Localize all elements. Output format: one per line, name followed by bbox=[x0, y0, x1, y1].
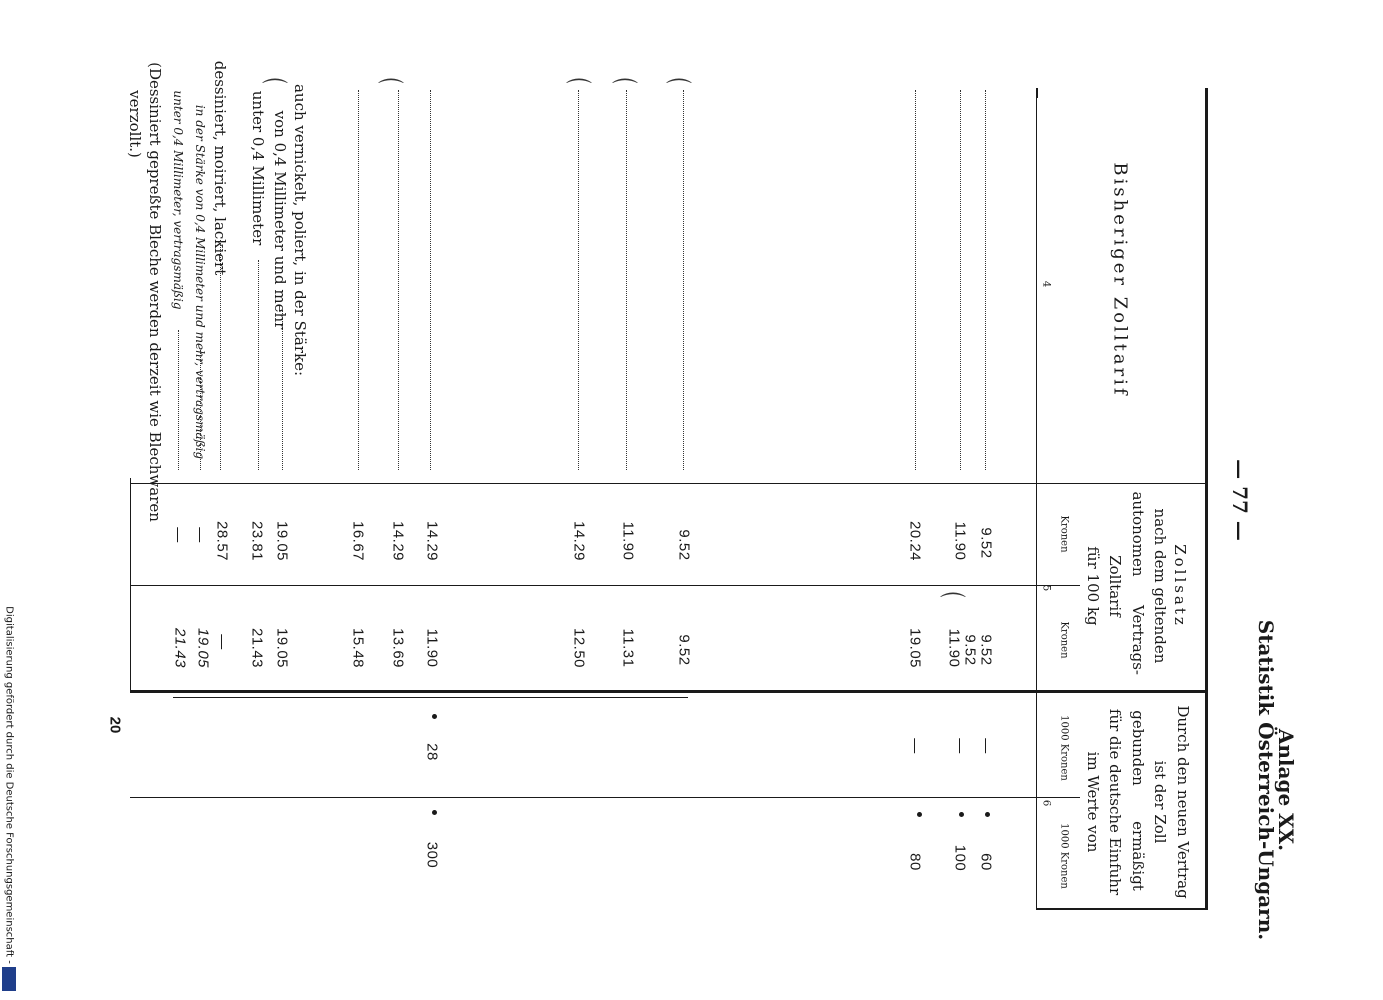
value-contract: 12.50 bbox=[570, 627, 588, 669]
col6-unit-left: 1000 Kronen bbox=[1058, 715, 1070, 781]
value-contract: 21.43 bbox=[171, 627, 189, 669]
value-bound: — bbox=[951, 738, 969, 754]
value-contract: 11.90 bbox=[423, 628, 441, 668]
desc-line-8: verzollt.) bbox=[126, 90, 144, 158]
col5-tariff: Zolltarif bbox=[1106, 555, 1124, 617]
col4-col5-separator bbox=[130, 483, 1205, 484]
dotted-leader bbox=[960, 90, 961, 470]
value-reduced: 300 bbox=[423, 841, 441, 869]
value-autonomous: — bbox=[169, 527, 187, 543]
col4-title: Bisheriger Zolltarif bbox=[1109, 162, 1131, 398]
value-autonomous: 11.90 bbox=[951, 521, 969, 561]
value-bound: — bbox=[977, 738, 995, 754]
col6-unit-right: 1000 Kronen bbox=[1058, 823, 1070, 889]
col5-contract: Vertrags- bbox=[1129, 604, 1147, 676]
bullet-mark bbox=[917, 812, 922, 817]
value-autonomous: 14.29 bbox=[570, 520, 588, 562]
value-autonomous: 23.81 bbox=[248, 520, 266, 562]
dotted-leader bbox=[220, 240, 221, 470]
value-contract: 19.05 bbox=[906, 627, 924, 669]
value-autonomous: 14.29 bbox=[389, 520, 407, 562]
desc-line-2: von 0,4 Millimeter und mehr bbox=[271, 110, 289, 330]
dotted-leader bbox=[178, 330, 179, 470]
footer-credit: Digitalisierung gefördert durch die Deutsche Forschungsgemeinschaft - bbox=[3, 606, 15, 964]
dotted-leader bbox=[398, 90, 399, 470]
col6-sub-separator bbox=[130, 797, 1080, 798]
value-bound: 28 bbox=[423, 743, 441, 761]
dotted-leader bbox=[578, 90, 579, 470]
col5-autonomous: autonomen bbox=[1129, 491, 1147, 577]
desc-line-3: unter 0,4 Millimeter bbox=[249, 90, 267, 246]
dotted-leader bbox=[358, 90, 359, 470]
value-autonomous: 11.90 bbox=[619, 521, 637, 561]
dotted-leader bbox=[683, 90, 684, 470]
value-autonomous: 28.57 bbox=[213, 520, 231, 562]
value-contract: 9.52 bbox=[977, 634, 995, 666]
value-contract: 19.05 bbox=[273, 627, 291, 669]
brace-mark: ⌒ bbox=[262, 78, 289, 108]
col5-col6-separator bbox=[130, 690, 1205, 693]
value-contract: 9.52 bbox=[675, 634, 693, 666]
col6-subtitle: ist der Zoll bbox=[1151, 760, 1169, 844]
col5-title: Zollsatz bbox=[1171, 544, 1189, 628]
bullet-mark bbox=[985, 812, 990, 817]
col5-subtitle: nach dem geltenden bbox=[1151, 508, 1169, 664]
col6-title: Durch den neuen Vertrag bbox=[1174, 705, 1192, 899]
value-autonomous: 19.05 bbox=[273, 520, 291, 562]
brace-mark: ⌒ bbox=[378, 78, 405, 108]
col6-value: im Werte von bbox=[1084, 751, 1102, 853]
col5-sub-separator bbox=[130, 585, 1080, 586]
value-contract: 9.52 bbox=[961, 634, 979, 666]
value-autonomous: 9.52 bbox=[977, 527, 995, 559]
value-reduced: 80 bbox=[906, 853, 924, 871]
value-reduced: 60 bbox=[977, 853, 995, 871]
page-number: — 77 — bbox=[1228, 459, 1252, 541]
col6-reduced: ermäßigt bbox=[1129, 821, 1147, 891]
brace-mark: ⌒ bbox=[940, 592, 967, 622]
bullet-mark bbox=[432, 714, 437, 719]
value-contract: 15.48 bbox=[349, 627, 367, 669]
col5-number: 5 bbox=[1040, 584, 1052, 592]
dotted-leader bbox=[985, 90, 986, 470]
value-contract: 19.05 bbox=[194, 627, 212, 669]
col6-number: 6 bbox=[1040, 799, 1052, 807]
value-contract: 11.90 bbox=[945, 628, 963, 668]
col6-bound: gebunden bbox=[1129, 710, 1147, 786]
annex-title: Anlage XX. bbox=[1274, 728, 1298, 852]
value-autonomous: — bbox=[191, 527, 209, 543]
group-brace-line bbox=[173, 697, 688, 698]
brace-mark: ⌒ bbox=[666, 78, 693, 108]
value-contract: 11.31 bbox=[619, 628, 637, 668]
bullet-mark bbox=[959, 812, 964, 817]
dotted-leader bbox=[200, 350, 201, 470]
value-contract: 21.43 bbox=[248, 627, 266, 669]
dfg-logo-icon bbox=[2, 967, 16, 991]
col5-per-100kg: für 100 kg bbox=[1084, 546, 1102, 626]
value-contract: — bbox=[213, 634, 231, 650]
brace-mark: ⌒ bbox=[566, 78, 593, 108]
desc-line-4: dessiniert, moiriert, lackiert bbox=[211, 60, 229, 276]
col5-unit-left: Kronen bbox=[1058, 515, 1070, 553]
value-bound: — bbox=[906, 738, 924, 754]
desc-line-5: in der Stärke von 0,4 Millimeter und mehr, vertragsmäßig bbox=[193, 104, 207, 460]
value-autonomous: 20.24 bbox=[906, 520, 924, 562]
value-reduced: 100 bbox=[951, 844, 969, 872]
desc-line-6: unter 0,4 Millimeter, vertragsmäßig bbox=[171, 90, 185, 310]
value-contract: 13.69 bbox=[389, 627, 407, 669]
col6-import: für die deutsche Einfuhr bbox=[1106, 708, 1124, 896]
desc-line-1: auch vernickelt, poliert, in der Stärke: bbox=[291, 83, 309, 377]
table-right-edge bbox=[1036, 908, 1208, 910]
value-autonomous: 16.67 bbox=[349, 520, 367, 562]
col4-number: 4 bbox=[1040, 280, 1052, 288]
table-top-rule bbox=[1205, 88, 1208, 908]
col5-unit-right: Kronen bbox=[1058, 621, 1070, 659]
dotted-leader bbox=[282, 310, 283, 470]
bottom-page-number: 20 bbox=[106, 716, 124, 734]
header-rule-stub bbox=[1036, 88, 1038, 98]
brace-mark: ⌒ bbox=[612, 78, 639, 108]
dotted-leader bbox=[430, 90, 431, 470]
country-title: Statistik Österreich-Ungarn. bbox=[1254, 619, 1278, 941]
header-bottom-rule bbox=[1036, 88, 1037, 908]
bullet-mark bbox=[432, 810, 437, 815]
dotted-leader bbox=[915, 90, 916, 470]
value-autonomous: 14.29 bbox=[423, 520, 441, 562]
dotted-leader bbox=[258, 260, 259, 470]
table-bottom-rule bbox=[130, 478, 131, 690]
value-autonomous: 9.52 bbox=[675, 529, 693, 561]
dotted-leader bbox=[626, 90, 627, 470]
desc-line-7: (Dessiniert gepreßte Bleche werden derzeit wie Blechwaren bbox=[146, 62, 164, 522]
